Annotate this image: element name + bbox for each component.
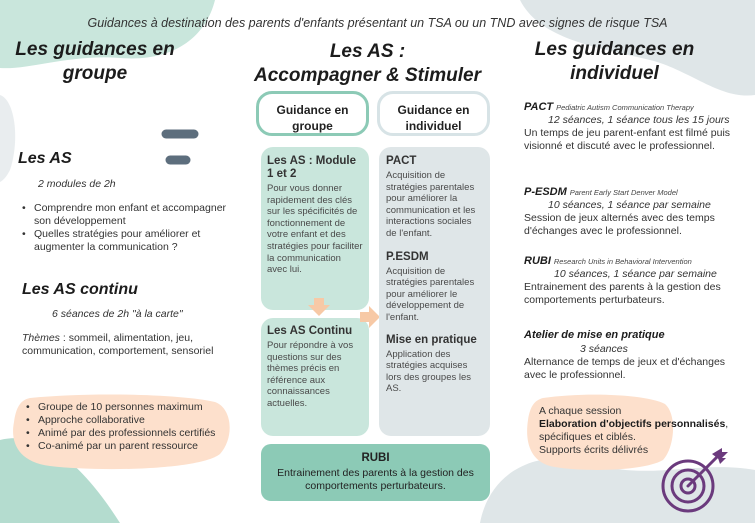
right-atelier-name: Atelier de mise en pratique	[524, 329, 665, 341]
pact-title: PACT	[386, 155, 417, 167]
right-pact-header	[524, 101, 749, 114]
les-as-subtitle: 2 modules de 2h	[38, 178, 116, 190]
right-rubi-name: RUBI	[524, 255, 551, 267]
les-as-continu-title: Les AS continu	[22, 281, 138, 298]
les-as-continu-subtitle: 6 séances de 2h "à la carte"	[52, 308, 183, 320]
page-title: Guidances à destination des parents d'enfants présentant un TSA ou un TND avec signes de risque TSA	[87, 16, 668, 30]
right-rubi-header	[524, 255, 749, 268]
right-pesdm-freq: 10 séances, 1 séance par semaine	[548, 199, 711, 211]
right-pact-freq: 12 séances, 1 séance tous les 15 jours	[548, 114, 730, 126]
right-pesdm-full: Parent Early Start Denver Model	[569, 188, 678, 197]
continu-title: Les AS Continu	[267, 325, 353, 337]
module-title: Les AS : Module 1 et 2	[267, 155, 357, 180]
list-item: • Co-animé par un parent ressource	[26, 440, 231, 453]
individuel-panel	[379, 147, 490, 436]
list-item: • Groupe de 10 personnes maximum	[26, 401, 231, 414]
target-arrow-icon	[660, 446, 736, 516]
pratique-text: Application des stratégies acquises lors des groupes les AS.	[386, 348, 472, 395]
rubi-box	[261, 444, 490, 501]
right-rubi-freq: 10 séances, 1 séance par semaine	[554, 268, 717, 280]
continu-text: Pour répondre à vos questions sur des thèmes précis en référence aux connaissances actuelles.	[267, 340, 354, 409]
right-arrow-icon	[360, 306, 380, 328]
guidance-individuel-box: Guidance en individuel	[377, 91, 490, 136]
les-as-bullets	[22, 202, 227, 254]
decorative-dashes-icon	[160, 128, 210, 168]
middle-heading	[245, 40, 490, 88]
right-pact-name: PACT	[524, 101, 554, 113]
right-pesdm-desc: Session de jeux alternés avec des temps d'échanges avec le professionnel.	[524, 212, 715, 237]
list-item: • Quelles stratégies pour améliorer et augmenter la communication ?	[22, 228, 227, 254]
pesdm-title: P.ESDM	[386, 250, 429, 263]
note-line3: Supports écrits délivrés	[539, 444, 649, 456]
down-arrow-icon	[308, 298, 330, 316]
continu-panel	[261, 318, 369, 436]
right-pact-desc: Un temps de jeu parent-enfant est filmé puis visionné et discuté avec le professionnel.	[524, 127, 731, 152]
guidance-groupe-box: Guidance en groupe	[256, 91, 369, 136]
pact-text: Acquisition de stratégies parentales pour améliorer la communication et les interactions sociales de l'enfant.	[386, 170, 476, 239]
right-pesdm-header	[524, 186, 749, 199]
right-rubi-full: Research Units in Behavioral Intervention	[553, 257, 692, 266]
note-line2	[539, 418, 739, 444]
les-as-title: Les AS	[18, 150, 72, 167]
right-heading: Les guidances en individuel	[534, 39, 695, 84]
right-atelier-desc: Alternance de temps de jeux et d'échanges avec le professionnel.	[524, 356, 726, 381]
module-panel	[261, 147, 369, 310]
themes-label: Thèmes	[22, 332, 60, 344]
group-info-bullets	[26, 401, 231, 453]
note-bold: Elaboration d'objectifs personnalisés	[539, 418, 726, 430]
rubi-text: Entrainement des parents à la gestion des comportements perturbateurs.	[277, 467, 474, 492]
pratique-title: Mise en pratique	[386, 333, 477, 346]
right-pact-full: Pediatric Autism Communication Therapy	[556, 103, 694, 112]
list-item: • Comprendre mon enfant et accompagner son développement	[22, 202, 227, 228]
note-line1: A chaque session	[539, 405, 622, 417]
right-rubi-desc: Entrainement des parents à la gestion des comportements perturbateurs.	[524, 281, 721, 306]
module-text: Pour vous donner rapidement des clés sur les spécificités de fonctionnement de votre enfant et des stratégies pour faciliter la communication avec lui.	[267, 183, 363, 276]
middle-heading-line1: Les AS :	[329, 41, 406, 62]
themes-text	[22, 332, 222, 358]
themes-content: : sommeil, alimentation, jeu, communication, comportement, sensoriel	[22, 332, 214, 357]
right-pesdm-name: P-ESDM	[524, 186, 567, 198]
middle-heading-line2: Accompagner & Stimuler	[254, 65, 481, 86]
left-heading: Les guidances en groupe	[15, 39, 175, 84]
right-atelier-header	[524, 329, 749, 342]
list-item: • Approche collaborative	[26, 414, 231, 427]
note-rest: , spécifiques et ciblés.	[539, 418, 729, 443]
list-item: • Animé par des professionnels certifiés	[26, 427, 231, 440]
pesdm-text: Acquisition de stratégies parentales pour améliorer le développement de l'enfant.	[386, 265, 475, 323]
rubi-title: RUBI	[361, 452, 390, 464]
right-atelier-freq: 3 séances	[580, 343, 628, 355]
